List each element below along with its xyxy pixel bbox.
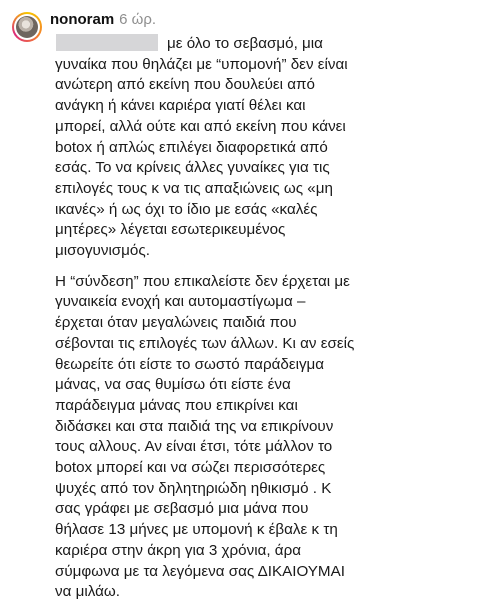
comment-line: σέβονται τις επιλογές των άλλων. Κι αν εσείς bbox=[55, 334, 355, 352]
comment-line: botox ή απλώς επιλέγει διαφορετικά από bbox=[55, 138, 328, 156]
comment-line: παράδειγμα μάνας που επικρίνει και bbox=[55, 396, 298, 414]
comment-text bbox=[55, 34, 473, 603]
redacted-name bbox=[56, 34, 158, 51]
comment-header bbox=[50, 11, 156, 29]
comment-line: μπορεί, αλλά ούτε και από εκείνη που κάνει bbox=[55, 117, 346, 135]
comment-line: διδάσκει και στα παιδιά της να επικρίνουν bbox=[55, 417, 334, 435]
username-link[interactable]: nonoram bbox=[50, 11, 115, 28]
comment-line: ανάγκη ή κάνει καριέρα γιατί θέλει και bbox=[55, 97, 306, 115]
comment-line: εσάς. Το να κρίνεις άλλες γυναίκες για τις bbox=[55, 159, 330, 177]
profile-avatar-icon bbox=[16, 16, 38, 38]
avatar[interactable] bbox=[12, 12, 42, 42]
comment-line: τους αλλους. Αν είναι έτσι, τότε μάλλον το bbox=[55, 438, 333, 456]
paragraph-gap bbox=[55, 262, 473, 272]
comment-line: θήλασε 13 μήνες με υπομονή κ έβαλε κ τη bbox=[55, 521, 338, 539]
comment-line: γυναικεία ενοχή και αυτομαστίγωμα – bbox=[55, 293, 306, 311]
comment-line: σύμφωνα με τα λεγόμενα σας ΔΙΚΑΙΟΥΜΑΙ bbox=[55, 562, 345, 580]
comment-line: επιλογές τους κ να τις απαξιώνεις ως «μη bbox=[55, 179, 333, 197]
comment-line: σας γράφει με σεβασμό μια μάνα που bbox=[55, 500, 309, 518]
comment-line-text: με όλο το σεβασμό, μια bbox=[167, 35, 323, 52]
comment-timestamp: 6 ώρ. bbox=[119, 11, 157, 28]
comment-line: γυναίκα που θηλάζει με “υπομονή” δεν είναι bbox=[55, 55, 348, 73]
comment-line: καριέρα στην άκρη για 3 χρόνια, άρα bbox=[55, 541, 302, 559]
comment-line: ικανές» ή ως όχι το ίδιο με εσάς «καλές bbox=[55, 200, 318, 218]
comment-line: θεωρείτε ότι είστε το σωστό παράδειγμα bbox=[55, 355, 325, 373]
comment-line: μάνας, να σας θυμίσω ότι είστε ένα bbox=[55, 376, 291, 394]
comment-line: μητέρες» λέγεται εσωτερικευμένος bbox=[55, 221, 286, 239]
comment-line: Η “σύνδεση” που επικαλείστε δεν έρχεται με bbox=[55, 272, 350, 290]
comment-line: έρχεται όταν μεγαλώνεις παιδιά που bbox=[55, 314, 297, 332]
avatar-ring bbox=[14, 14, 40, 40]
comment-line: ανώτερη από εκείνη που δουλεύει από bbox=[55, 76, 315, 94]
comment-line: να μιλάω. bbox=[55, 583, 120, 601]
comment-line: botox μπορεί και να σώζει περισσότερες bbox=[55, 459, 326, 477]
comment-line: μισογυνισμός. bbox=[55, 242, 150, 260]
comment-line bbox=[55, 34, 473, 55]
comment-line: ψυχές από τον δηλητηριώδη ηθικισμό . Κ bbox=[55, 479, 332, 497]
